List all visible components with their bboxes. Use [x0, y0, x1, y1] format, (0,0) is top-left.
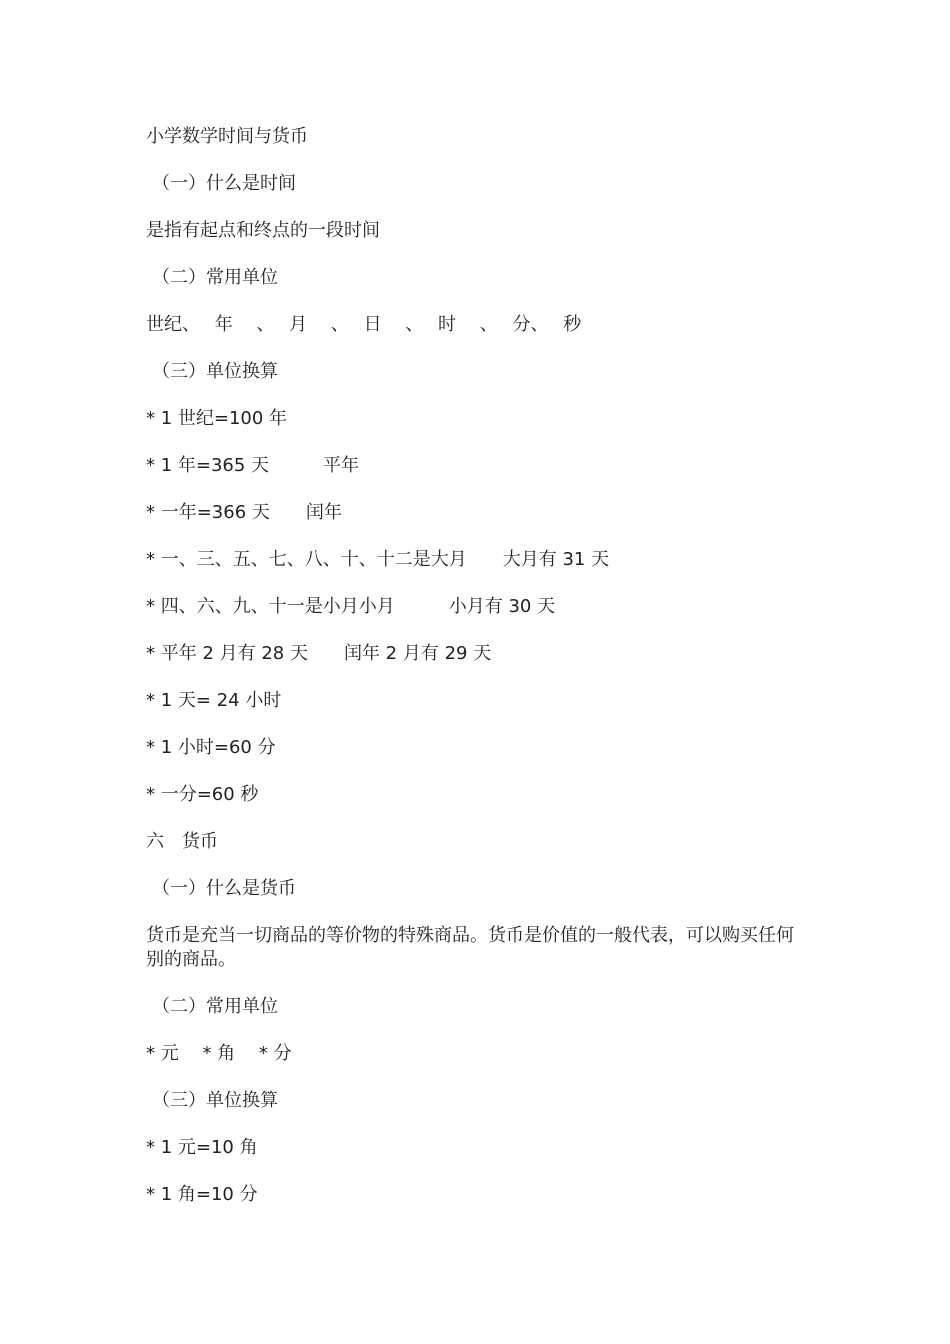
- money-conversion-heading: （三）单位换算: [152, 1090, 278, 1111]
- money-conversion-item: * 1 元=10 角: [146, 1137, 258, 1158]
- time-conversion-item: * 1 小时=60 分: [146, 737, 276, 758]
- time-units-heading: （二）常用单位: [152, 267, 278, 288]
- time-conversion-heading: （三）单位换算: [152, 361, 278, 382]
- time-conversion-item: * 1 年=365 天 平年: [146, 455, 360, 476]
- time-conversion-item: * 一年=366 天 闰年: [146, 502, 342, 523]
- time-conversion-item: * 平年 2 月有 28 天 闰年 2 月有 29 天: [146, 643, 492, 664]
- money-units-heading: （二）常用单位: [152, 996, 278, 1017]
- money-what-heading: （一）什么是货币: [152, 878, 296, 899]
- time-units-line: 世纪、 年 、 月 、 日 、 时 、 分、 秒: [146, 314, 582, 335]
- time-conversion-item: * 一、三、五、七、八、十、十二是大月 大月有 31 天: [146, 549, 610, 570]
- document-title: 小学数学时间与货币: [146, 126, 308, 147]
- time-what-heading: （一）什么是时间: [152, 173, 296, 194]
- document-page: [146, 125, 816, 1230]
- time-conversion-item: * 1 世纪=100 年: [146, 408, 288, 429]
- time-conversion-item: * 1 天= 24 小时: [146, 690, 282, 711]
- money-section-heading: 六 货币: [146, 831, 218, 852]
- money-what-text: 货币是充当一切商品的等价物的特殊商品。货币是价值的一般代表，可以购买任何别的商品。: [146, 925, 794, 970]
- time-conversion-item: * 一分=60 秒: [146, 784, 259, 805]
- time-conversion-item: * 四、六、九、十一是小月小月 小月有 30 天: [146, 596, 556, 617]
- money-units-line: * 元 * 角 * 分: [146, 1043, 292, 1064]
- money-conversion-item: * 1 角=10 分: [146, 1184, 258, 1205]
- time-what-text: 是指有起点和终点的一段时间: [146, 220, 380, 241]
